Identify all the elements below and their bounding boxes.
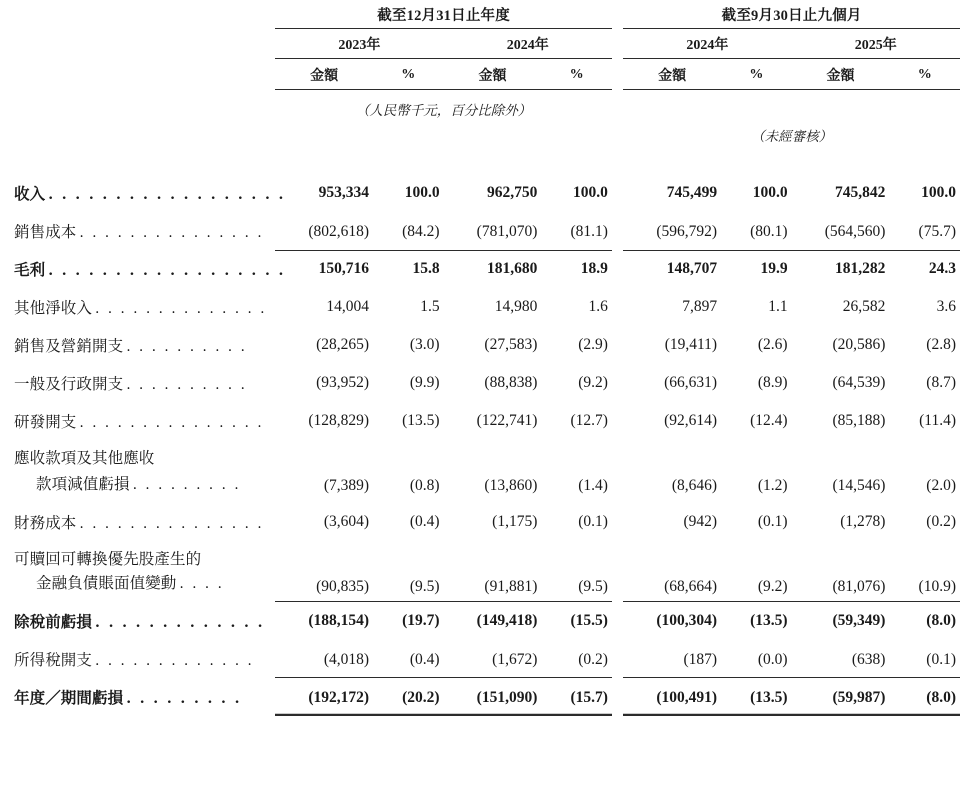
cell-cost-of-sales-fy2023-percent: (84.2) [373,212,444,250]
cell-gross-profit-fy2023-amount: 150,716 [318,260,370,278]
header-group-row [0,0,960,29]
header-sub-amount-9m2025: 金額 [792,59,890,90]
row-gap2-rnd [612,402,623,440]
table-row-convertible-pref-line1 [0,541,960,570]
cell-rnd-9m2025-amount: (85,188) [832,412,886,429]
row-label-other-net-income [0,288,267,326]
cell-general-admin-fy2023-percent: (9.9) [409,374,440,391]
cell-income-tax-9m2024-amount: (187) [623,640,721,678]
cell-impairment-fy2023-amount: (7,389) [323,477,370,494]
row-blank-impairment-l1 [275,440,960,469]
table-row-finance-cost [0,503,960,541]
row-label-loss-before-tax-text: 除稅前虧損 [14,611,93,631]
row-leader-loss-for-period: . . . . . . . . . [126,690,242,707]
cell-gross-profit-9m2024-amount: 148,707 [666,260,718,278]
row-label-convertible-pref-line2 [0,570,259,602]
header-subcolumn-row [0,59,960,90]
row-label-gross-profit [0,250,286,288]
cell-finance-cost-fy2024-amount: (1,175) [492,513,538,530]
row-leader-gross-profit: . . . . . . . . . . . . . . . . . . [48,263,286,279]
row-gap-impairment-l1 [259,440,275,469]
table-row-income-tax [0,640,960,678]
cell-other-net-income-fy2023-amount: 14,004 [326,298,370,315]
cell-cost-of-sales-9m2025-percent: (75.7) [889,212,960,250]
cell-revenue-9m2024-amount: 745,499 [666,184,718,201]
cell-convertible-pref-9m2024-amount: (68,664) [623,570,721,602]
currency-note: （人民幣千元，百分比除外） [355,103,532,118]
cell-revenue-fy2024-percent: 100.0 [573,184,608,201]
cell-finance-cost-9m2024-amount: (942) [683,513,718,530]
cell-impairment-9m2025-amount: (14,546) [832,477,886,494]
cell-other-net-income-fy2024-amount: 14,980 [494,298,538,315]
row-label-revenue-text: 收入 [14,184,46,203]
cell-impairment-fy2024-amount: (13,860) [484,477,538,494]
header-sub-spacer [0,59,259,90]
cell-loss-for-period-fy2023-amount: (192,172) [275,678,373,716]
cell-rnd-9m2024-amount: (92,614) [664,412,718,429]
row-label-impairment-line2-text: 款項減值虧損 [36,474,130,493]
audit-note: （未經審核） [751,129,833,144]
row-gap-conv-l1 [259,541,275,570]
table-row-loss-before-tax [0,602,960,640]
header-year-gap-2 [612,29,623,59]
cell-selling-marketing-9m2024-amount: (19,411) [664,336,718,353]
row-label-general-admin-text: 一般及行政開支 [14,375,124,393]
cell-other-net-income-9m2025-percent: 3.6 [936,298,956,315]
row-label-income-tax-text: 所得稅開支 [14,650,93,669]
row-gap2-loss-before-tax [612,602,623,640]
cell-finance-cost-9m2024-percent: (0.1) [757,513,788,530]
cell-loss-for-period-9m2024-amount: (100,491) [623,678,721,716]
cell-impairment-9m2024-percent: (1.2) [757,477,788,494]
cell-rnd-9m2025-percent: (11.4) [919,412,956,429]
cell-revenue-9m2024-percent: 100.0 [752,184,788,201]
cell-selling-marketing-9m2025-amount: (20,586) [832,336,886,353]
row-label-selling-marketing [0,326,259,364]
cell-rnd-9m2024-percent: (12.4) [750,412,788,429]
cell-loss-for-period-9m2025-amount: (59,987) [792,678,890,716]
cell-loss-for-period-9m2025-percent: (8.0) [889,678,960,716]
row-label-selling-marketing-text: 銷售及營銷開支 [14,337,124,355]
cell-loss-for-period-fy2024-percent: (15.7) [541,678,612,716]
row-gap-impairment [259,469,275,503]
cell-general-admin-fy2024-percent: (9.2) [578,374,608,391]
currency-note-row [0,96,960,122]
row-label-finance-cost-text: 財務成本 [14,514,77,532]
currency-note-gap [259,96,275,122]
header-sub-amount-9m2024: 金額 [623,59,721,90]
cell-cost-of-sales-9m2024-amount: (596,792) [623,212,721,250]
audit-note-gap-2 [612,122,623,148]
cell-loss-before-tax-fy2023-percent: (19.7) [402,611,440,629]
cell-income-tax-fy2023-percent: (0.4) [373,640,444,678]
row-label-rnd [0,402,264,440]
cell-income-tax-9m2024-percent: (0.0) [721,640,792,678]
row-leader-general-admin: . . . . . . . . . . [126,377,247,393]
cell-rnd-fy2023-percent: (13.5) [402,412,440,429]
cell-loss-before-tax-fy2023-amount: (188,154) [308,611,370,629]
currency-note-blank [623,96,960,122]
row-gap-selling-marketing [259,326,275,364]
header-sub-amount-fy2024: 金額 [444,59,542,90]
row-leader-convertible-pref: . . . . [179,576,224,593]
cell-revenue-fy2023-percent: 100.0 [404,184,440,201]
cell-selling-marketing-fy2023-amount: (28,265) [316,336,370,353]
header-sub-gap-2 [612,59,623,90]
row-label-loss-for-period [0,678,259,716]
row-gap2-conv [612,570,623,602]
header-sub-percent-fy2023: % [373,59,444,90]
row-label-loss-for-period-text: 年度／期間虧損 [14,687,124,707]
cell-revenue-9m2025-amount: 745,842 [835,184,886,201]
row-blank-conv-l1 [275,541,960,570]
row-label-impairment-line2 [0,469,259,503]
row-gap-loss-for-period [259,678,275,716]
note-spacer-row [0,148,960,174]
cell-convertible-pref-fy2024-amount: (91,881) [444,570,542,602]
audit-note-row [0,122,960,148]
cell-selling-marketing-9m2024-percent: (2.6) [757,336,788,353]
row-leader-finance-cost: . . . . . . . . . . . . . . . [79,516,264,532]
header-sub-gap-1 [259,59,275,90]
header-gap-2 [612,0,623,29]
row-gap2-selling-marketing [612,326,623,364]
row-gap-general-admin [259,364,275,402]
audit-note-blank [275,122,612,148]
header-year-gap-1 [259,29,275,59]
table-row-revenue [0,174,960,212]
table-row-other-net-income [0,288,960,326]
cell-convertible-pref-9m2024-percent: (9.2) [721,570,792,602]
row-gap2-finance-cost [612,503,623,541]
cell-cost-of-sales-9m2025-amount: (564,560) [792,212,890,250]
row-leader-selling-marketing: . . . . . . . . . . [126,339,247,355]
cell-gross-profit-fy2024-amount: 181,680 [487,260,538,278]
cell-revenue-9m2025-percent: 100.0 [921,184,956,201]
header-group-fiscal-year: 截至12月31日止年度 [275,0,612,29]
header-period-9m2024: 2024年 [623,29,791,59]
cell-selling-marketing-fy2024-percent: (2.9) [578,336,608,353]
cell-loss-before-tax-9m2024-percent: (13.5) [750,611,788,629]
row-gap-conv [259,570,275,602]
cell-loss-for-period-9m2024-percent: (13.5) [721,678,792,716]
cell-revenue-fy2024-amount: 962,750 [487,184,538,201]
row-leader-impairment: . . . . . . . . . [132,476,241,493]
cell-general-admin-fy2023-amount: (93,952) [316,374,370,391]
row-leader-cost-of-sales: . . . . . . . . . . . . . . . [79,225,264,241]
row-label-cost-of-sales [0,212,264,250]
row-label-loss-before-tax [0,602,265,640]
cell-gross-profit-fy2023-percent: 15.8 [412,260,440,278]
cell-finance-cost-fy2024-percent: (0.1) [578,513,608,530]
currency-note-spacer [0,96,259,122]
row-gap2-revenue [612,174,623,212]
cell-general-admin-9m2025-percent: (8.7) [926,374,956,391]
cell-general-admin-9m2025-amount: (64,539) [832,374,886,391]
row-gap-income-tax [259,640,275,678]
row-gap2-loss-for-period [612,678,623,716]
cell-loss-for-period-fy2023-percent: (20.2) [373,678,444,716]
row-label-convertible-pref-line2-text: 金融負債賬面值變動 [36,574,177,593]
cell-finance-cost-9m2025-amount: (1,278) [840,513,886,530]
cell-general-admin-fy2024-amount: (88,838) [484,374,538,391]
row-label-revenue [0,174,286,212]
cell-finance-cost-fy2023-percent: (0.4) [409,513,440,530]
cell-convertible-pref-fy2024-percent: (9.5) [541,570,612,602]
cell-revenue-fy2023-amount: 953,334 [318,184,370,201]
cell-loss-before-tax-9m2025-percent: (8.0) [926,611,956,629]
cell-convertible-pref-9m2025-percent: (10.9) [889,570,960,602]
table-row-general-admin [0,364,960,402]
header-sub-percent-9m2025: % [889,59,960,90]
cell-finance-cost-9m2025-percent: (0.2) [926,513,956,530]
cell-cost-of-sales-9m2024-percent: (80.1) [721,212,792,250]
table-row-rnd [0,402,960,440]
cell-loss-for-period-fy2024-amount: (151,090) [444,678,542,716]
currency-note-gap-2 [612,96,623,122]
cell-income-tax-fy2023-amount: (4,018) [275,640,373,678]
cell-gross-profit-fy2024-percent: 18.9 [580,260,608,278]
cell-impairment-fy2023-percent: (0.8) [409,477,440,494]
cell-selling-marketing-9m2025-percent: (2.8) [926,336,956,353]
row-gap2-income-tax [612,640,623,678]
cell-other-net-income-9m2024-percent: 1.1 [768,298,788,315]
cell-convertible-pref-fy2023-amount: (90,835) [275,570,373,602]
cell-gross-profit-9m2025-percent: 24.3 [928,260,956,278]
cell-rnd-fy2024-amount: (122,741) [476,412,538,429]
header-corner-spacer [0,0,259,29]
row-gap2-impairment [612,469,623,503]
audit-note-spacer [0,122,259,148]
row-label-rnd-text: 研發開支 [14,413,77,431]
header-sub-percent-fy2024: % [541,59,612,90]
cell-impairment-9m2025-percent: (2.0) [926,477,956,494]
cell-convertible-pref-fy2023-percent: (9.5) [373,570,444,602]
cell-gross-profit-9m2025-amount: 181,282 [835,260,886,278]
row-label-other-net-income-text: 其他淨收入 [14,299,93,317]
row-label-finance-cost [0,503,264,541]
row-leader-revenue: . . . . . . . . . . . . . . . . . . [48,187,286,203]
table-row-impairment [0,469,960,503]
cell-other-net-income-fy2024-percent: 1.6 [588,298,608,315]
header-period-fy2023: 2023年 [275,29,443,59]
row-gap2-general-admin [612,364,623,402]
row-label-impairment-line1: 應收款項及其他應收 [14,449,155,467]
table-row-impairment-line1 [0,440,960,469]
row-leader-rnd: . . . . . . . . . . . . . . . [79,415,264,431]
table-row-cost-of-sales [0,212,960,250]
cell-general-admin-9m2024-percent: (8.9) [757,374,788,391]
row-leader-income-tax: . . . . . . . . . . . . . [95,652,254,669]
cell-income-tax-fy2024-percent: (0.2) [541,640,612,678]
header-group-nine-months: 截至9月30日止九個月 [623,0,960,29]
row-label-gross-profit-text: 毛利 [14,260,46,279]
cell-rnd-fy2023-amount: (128,829) [308,412,370,429]
note-spacer-cell [0,148,960,174]
header-year-spacer [0,29,259,59]
cell-loss-before-tax-9m2025-amount: (59,349) [832,611,886,629]
audit-note-gap [259,122,275,148]
table-row-loss-for-period [0,678,960,716]
cell-loss-before-tax-fy2024-amount: (149,418) [476,611,538,629]
row-label-cost-of-sales-text: 銷售成本 [14,223,77,241]
header-sub-amount-fy2023: 金額 [275,59,373,90]
cell-rnd-fy2024-percent: (12.7) [570,412,608,429]
cell-finance-cost-fy2023-amount: (3,604) [323,513,370,530]
row-leader-loss-before-tax: . . . . . . . . . . . . . [95,614,265,631]
cell-gross-profit-9m2024-percent: 19.9 [760,260,788,278]
cell-loss-before-tax-9m2024-amount: (100,304) [656,611,718,629]
header-period-fy2024: 2024年 [444,29,612,59]
row-gap2-gross-profit [612,250,623,288]
cell-cost-of-sales-fy2024-percent: (81.1) [541,212,612,250]
cell-cost-of-sales-fy2023-amount: (802,618) [275,212,373,250]
row-leader-other-net-income: . . . . . . . . . . . . . . [95,301,267,317]
cell-loss-before-tax-fy2024-percent: (15.5) [570,611,608,629]
cell-selling-marketing-fy2024-amount: (27,583) [484,336,538,353]
header-year-row [0,29,960,59]
row-label-income-tax [0,640,259,678]
header-period-9m2025: 2025年 [792,29,960,59]
table-row-convertible-pref-fv [0,570,960,602]
cell-other-net-income-9m2025-amount: 26,582 [842,298,886,315]
cell-other-net-income-9m2024-amount: 7,897 [682,298,718,315]
row-label-convertible-pref-line1: 可贖回可轉換優先股產生的 [14,550,202,568]
table-row-gross-profit [0,250,960,288]
header-gap-1 [259,0,275,29]
cell-convertible-pref-9m2025-amount: (81,076) [792,570,890,602]
cell-income-tax-9m2025-amount: (638) [792,640,890,678]
row-gap2-other-net-income [612,288,623,326]
cell-cost-of-sales-fy2024-amount: (781,070) [444,212,542,250]
table-row-selling-marketing [0,326,960,364]
cell-general-admin-9m2024-amount: (66,631) [664,374,718,391]
cell-selling-marketing-fy2023-percent: (3.0) [409,336,440,353]
cell-income-tax-fy2024-amount: (1,672) [444,640,542,678]
cell-income-tax-9m2025-percent: (0.1) [889,640,960,678]
cell-impairment-9m2024-amount: (8,646) [671,477,718,494]
row-label-general-admin [0,364,259,402]
cell-impairment-fy2024-percent: (1.4) [578,477,608,494]
cell-other-net-income-fy2023-percent: 1.5 [420,298,440,315]
row-gap2-cost-of-sales [612,212,623,250]
header-sub-percent-9m2024: % [721,59,792,90]
